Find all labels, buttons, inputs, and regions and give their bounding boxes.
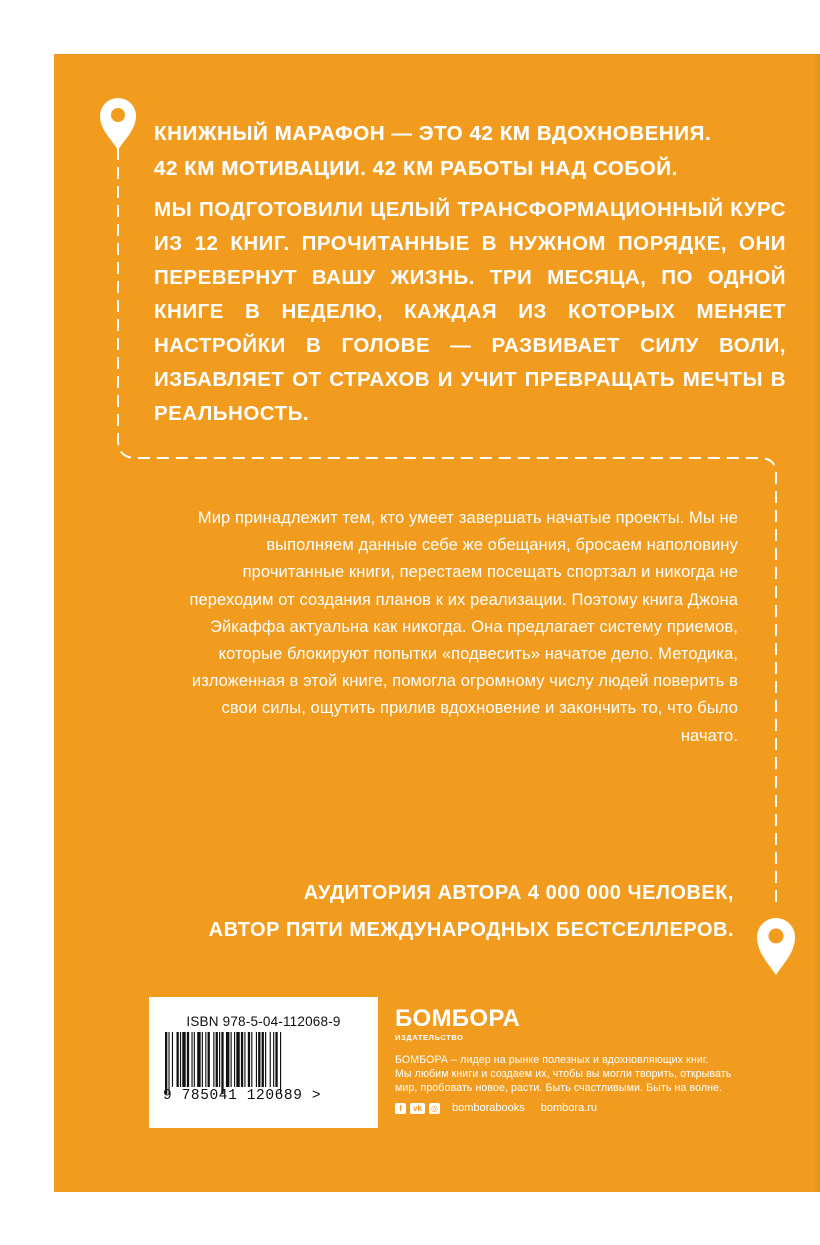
publisher-desc-line: БОМБОРА – лидер на рынке полезных и вдохновляющих книг.: [395, 1054, 709, 1066]
barcode-bar: [275, 1032, 277, 1087]
barcode-bar: [202, 1032, 203, 1087]
publisher-site: bombora.ru: [540, 1102, 598, 1115]
barcode-bar: [244, 1032, 245, 1087]
barcode-bar: [270, 1032, 271, 1087]
barcode-bar: [205, 1032, 206, 1087]
facebook-icon: f: [395, 1103, 406, 1114]
instagram-icon: ◎: [429, 1103, 440, 1114]
location-pin-icon: [100, 98, 136, 150]
barcode-bar: [241, 1032, 243, 1087]
barcode-bar: [236, 1032, 239, 1087]
headline-line2: 42 КМ МОТИВАЦИИ. 42 КМ РАБОТЫ НАД СОБОЙ.: [154, 157, 678, 180]
publisher-block: [395, 1006, 795, 1114]
barcode-bar: [194, 1032, 195, 1087]
publisher-social: [395, 1102, 795, 1114]
barcode-bar: [208, 1032, 210, 1087]
barcode-bar: [213, 1032, 214, 1087]
barcode-bar: [231, 1032, 232, 1087]
barcode-bar: [177, 1032, 179, 1087]
audience-line-1: АУДИТОРИЯ АВТОРА 4 000 000 ЧЕЛОВЕК,: [303, 882, 734, 904]
barcode-bar: [262, 1032, 264, 1087]
barcode-bar: [258, 1032, 260, 1087]
description-paragraph: Мир принадлежит тем, кто умеет завершать начатые проекты. Мы не выполняем данные себе же обещания, бросаем наполовину прочитанные книги, перестаем посещать спортзал и никогда не переходим от создания планов к их реализации. Поэтому книга Джона Эйкаффа актуальна как никогда. Она предлагает систему приемов, которые блокируют попытки «подвесить» начатое дело. Методика, изложенная в этой книге, помогла огромному числу людей поверить в свои силы, ощутить прилив вдохновение и закончить то, что было начато.: [189, 509, 738, 745]
isbn-text: ISBN 978-5-04-112068-9: [186, 1014, 341, 1029]
barcode-bar: [234, 1032, 235, 1087]
barcode-bar: [168, 1032, 169, 1094]
publisher-sublabel: ИЗДАТЕЛЬСТВО: [395, 1033, 464, 1042]
barcode-bar: [187, 1032, 189, 1087]
headline-strong: КНИЖНЫЙ МАРАФОН: [154, 122, 386, 145]
barcode-bar: [273, 1032, 274, 1087]
publisher-desc-line: Мы любим книги и создаем их, чтобы вы могли творить, открывать: [395, 1067, 732, 1080]
barcode-icon: [165, 1032, 363, 1094]
barcode-bar: [165, 1032, 167, 1094]
barcode-bar: [248, 1032, 250, 1087]
headline-rest: — ЭТО 42 КМ ВДОХНОВЕНИЯ.: [385, 122, 712, 145]
barcode-bar: [265, 1032, 266, 1087]
publisher-logo: БОМБОРА: [395, 1005, 521, 1032]
publisher-description: [395, 1054, 795, 1095]
barcode-bar: [219, 1032, 220, 1087]
barcode-bar: [226, 1032, 229, 1087]
social-handle: bomborabooks: [452, 1102, 525, 1115]
barcode-bar: [221, 1032, 223, 1094]
publisher-desc-line: мир, пробовать новое, расти. Быть счастливыми. Быть на волне.: [395, 1081, 723, 1094]
barcode-bar: [197, 1032, 200, 1087]
barcode-digits: 9 785041 120689 >: [163, 1088, 322, 1104]
intro-paragraph: МЫ ПОДГОТОВИЛИ ЦЕЛЫЙ ТРАНСФОРМАЦИОННЫЙ КУРС ИЗ 12 КНИГ. ПРОЧИТАННЫЕ В НУЖНОМ ПОРЯДКЕ, ОНИ ПЕРЕВЕРНУТ ВАШУ ЖИЗНЬ. ТРИ МЕСЯЦА, ПО ОДНОЙ КНИГЕ В НЕДЕЛЮ, КАЖДАЯ ИЗ КОТОРЫХ МЕНЯЕТ НАСТРОЙКИ В ГОЛОВЕ — РАЗВИВАЕТ СИЛУ ВОЛИ, ИЗБАВЛЯЕТ ОТ СТРАХОВ И УЧИТ ПРЕВРАЩАТЬ МЕЧТЫ В РЕАЛЬНОСТЬ.: [154, 198, 786, 425]
barcode-bar: [216, 1032, 218, 1087]
barcode-bar: [280, 1032, 281, 1094]
barcode-bar: [191, 1032, 192, 1087]
vk-icon: vk: [410, 1103, 425, 1114]
barcode-bar: [180, 1032, 181, 1087]
barcode-bar: [182, 1032, 185, 1087]
headline: [154, 116, 794, 186]
barcode-bar: [251, 1032, 252, 1087]
barcode-label: [149, 997, 378, 1128]
barcode-bar: [172, 1032, 173, 1087]
audience-line-2: АВТОР ПЯТИ МЕЖДУНАРОДНЫХ БЕСТСЕЛЛЕРОВ.: [208, 919, 734, 941]
barcode-bar: [256, 1032, 257, 1087]
location-pin-icon: [757, 918, 795, 975]
author-audience: [150, 875, 734, 949]
